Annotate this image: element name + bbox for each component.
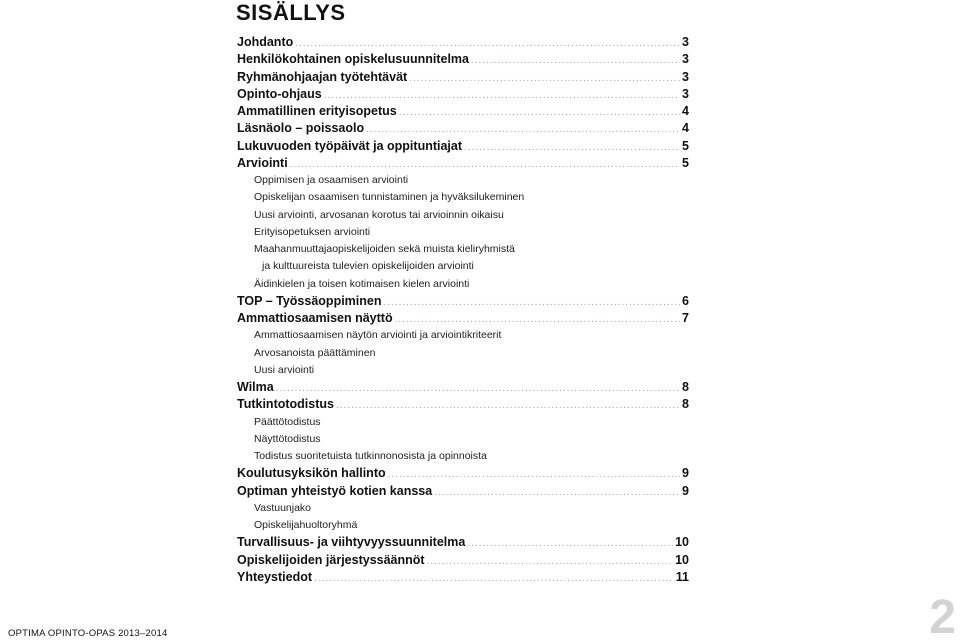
toc-entry-label[interactable]: Ryhmänohjaajan työtehtävät [237, 69, 408, 84]
toc-entry[interactable] [237, 293, 689, 310]
leader-dots [314, 570, 674, 586]
leader-dots [290, 156, 680, 172]
toc-page-number[interactable]: 3 [682, 35, 689, 49]
toc-page-number[interactable]: 10 [675, 535, 689, 550]
toc-entry[interactable] [237, 310, 689, 327]
toc-entry[interactable] [237, 155, 689, 172]
leader-dots [471, 52, 680, 68]
toc-entry[interactable] [237, 138, 689, 155]
toc-entry-label[interactable]: Lukuvuoden työpäivät ja oppituntiajat [237, 138, 463, 153]
page-title: SISÄLLYS [236, 0, 346, 25]
toc-entry-label[interactable]: Yhteystiedot [237, 569, 313, 584]
table-of-contents [237, 34, 689, 586]
toc-subentry[interactable] [237, 258, 689, 275]
toc-subentry-label[interactable]: Uusi arviointi, arvosanan korotus tai arvioinnin oikaisu [254, 208, 504, 221]
toc-entry[interactable] [237, 396, 689, 413]
toc-page-number[interactable]: 11 [675, 569, 689, 584]
toc-entry[interactable] [237, 34, 689, 51]
toc-entry[interactable] [237, 552, 689, 569]
toc-page-number[interactable]: 9 [682, 466, 689, 481]
toc-entry[interactable] [237, 569, 689, 586]
toc-entry-label[interactable]: Turvallisuus- ja viihtyvyyssuunnitelma [237, 535, 466, 550]
toc-subentry-label[interactable]: Arvosanoista päättäminen [254, 346, 376, 359]
toc-page-number[interactable]: 4 [682, 104, 689, 118]
toc-subentry-label[interactable]: Ammattiosaamisen näytön arviointi ja arviointikriteerit [254, 329, 502, 342]
toc-subentry[interactable] [237, 431, 689, 448]
leader-dots [467, 535, 673, 551]
toc-entry[interactable] [237, 534, 689, 551]
toc-page-number[interactable]: 10 [675, 552, 689, 567]
toc-page-number[interactable]: 8 [682, 397, 689, 412]
toc-page-number[interactable]: 7 [682, 311, 689, 325]
toc-entry-label[interactable]: Arviointi [237, 155, 288, 170]
leader-dots [464, 139, 680, 155]
leader-dots [427, 553, 674, 569]
toc-entry[interactable] [237, 69, 689, 86]
leader-dots [324, 87, 680, 103]
toc-entry-label[interactable]: Läsnäolo – poissaolo [237, 121, 365, 136]
toc-subentry[interactable] [237, 224, 689, 241]
toc-subentry[interactable] [237, 517, 689, 534]
toc-subentry[interactable] [237, 327, 689, 344]
toc-page-number[interactable]: 8 [682, 380, 689, 394]
toc-entry-label[interactable]: Henkilökohtainen opiskelusuunnitelma [237, 52, 469, 67]
toc-entry-label[interactable]: Koulutusyksikön hallinto [237, 466, 386, 481]
toc-page-number[interactable]: 4 [682, 121, 689, 136]
toc-entry-label[interactable]: Opiskelijoiden järjestyssäännöt [237, 552, 425, 567]
toc-subentry-label[interactable]: Päättötodistus [254, 415, 321, 428]
toc-entry-label[interactable]: Opinto-ohjaus [237, 86, 322, 101]
leader-dots [366, 121, 680, 137]
toc-page-number[interactable]: 9 [682, 483, 689, 498]
leader-dots [295, 35, 680, 51]
leader-dots [434, 484, 680, 500]
toc-subentry[interactable] [237, 345, 689, 362]
toc-subentry[interactable] [237, 276, 689, 293]
toc-subentry-label[interactable]: Äidinkielen ja toisen kotimaisen kielen arviointi [254, 277, 470, 290]
toc-page-number[interactable]: 3 [682, 86, 689, 101]
toc-page-number[interactable]: 5 [682, 138, 689, 153]
footer-publication: OPTIMA OPINTO-OPAS 2013–2014 [8, 628, 168, 639]
page-number: 2 [929, 591, 956, 644]
leader-dots [388, 466, 680, 482]
leader-dots [395, 311, 680, 327]
toc-entry-label[interactable]: Wilma [237, 380, 274, 394]
toc-subentry[interactable] [237, 414, 689, 431]
toc-subentry-label[interactable]: ja kulttuureista tulevien opiskelijoiden arviointi [262, 260, 474, 273]
toc-entry-label[interactable]: Ammattiosaamisen näyttö [237, 311, 393, 325]
toc-entry-label[interactable]: TOP – Työssäoppiminen [237, 293, 382, 308]
toc-page-number[interactable]: 3 [682, 69, 689, 84]
toc-subentry[interactable] [237, 207, 689, 224]
leader-dots [399, 104, 680, 120]
leader-dots [409, 70, 680, 86]
toc-page-number[interactable]: 3 [682, 52, 689, 67]
leader-dots [336, 397, 680, 413]
toc-subentry[interactable] [237, 172, 689, 189]
toc-entry[interactable] [237, 51, 689, 68]
toc-subentry[interactable] [237, 189, 689, 206]
toc-subentry-label[interactable]: Erityisopetuksen arviointi [254, 225, 371, 238]
toc-subentry-label[interactable]: Näyttötodistus [254, 432, 321, 445]
toc-entry-label[interactable]: Ammatillinen erityisopetus [237, 104, 397, 118]
toc-subentry[interactable] [237, 241, 689, 258]
toc-entry[interactable] [237, 465, 689, 482]
toc-subentry[interactable] [237, 448, 689, 465]
toc-subentry-label[interactable]: Opiskelijan osaamisen tunnistaminen ja hyväksilukeminen [254, 191, 525, 204]
toc-entry-label[interactable]: Johdanto [237, 35, 294, 49]
toc-subentry-label[interactable]: Uusi arviointi [254, 363, 315, 376]
leader-dots [276, 380, 680, 396]
toc-entry-label[interactable]: Optiman yhteistyö kotien kanssa [237, 483, 433, 498]
toc-entry[interactable] [237, 483, 689, 500]
toc-page-number[interactable]: 6 [682, 293, 689, 308]
toc-subentry[interactable] [237, 362, 689, 379]
toc-entry[interactable] [237, 120, 689, 137]
leader-dots [383, 294, 680, 310]
toc-subentry-label[interactable]: Todistus suoritetuista tutkinnonosista ja opinnoista [254, 450, 487, 462]
toc-subentry-label[interactable]: Maahanmuuttajaopiskelijoiden sekä muista kieliryhmistä [254, 243, 515, 255]
toc-page-number[interactable]: 5 [682, 155, 689, 170]
toc-entry-label[interactable]: Tutkintotodistus [237, 397, 334, 412]
toc-subentry-label[interactable]: Vastuunjako [254, 501, 312, 514]
toc-subentry-label[interactable]: Opiskelijahuoltoryhmä [254, 519, 358, 531]
toc-entry[interactable] [237, 103, 689, 120]
toc-subentry[interactable] [237, 500, 689, 517]
toc-entry[interactable] [237, 86, 689, 103]
toc-entry[interactable] [237, 379, 689, 396]
toc-subentry-label[interactable]: Oppimisen ja osaamisen arviointi [254, 174, 409, 186]
